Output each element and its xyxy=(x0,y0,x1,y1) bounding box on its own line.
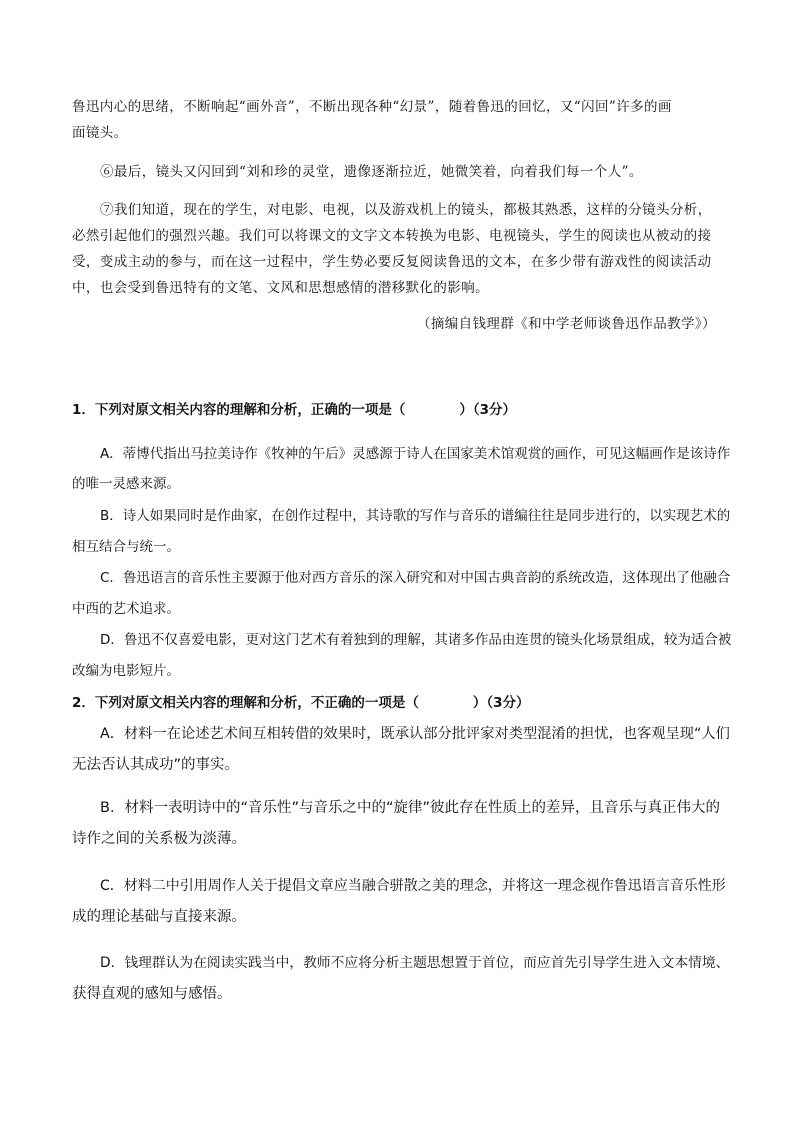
question-2-stem: 2．下列对原文相关内容的理解和分析，不正确的一项是（ ）（3分） xyxy=(72,695,530,711)
question-1-option-a-line2: 的唯一灵感来源。 xyxy=(72,476,180,492)
question-2-option-a-line2: 无法否认其成功”的事实。 xyxy=(72,757,240,773)
question-2-option-c-line1: C．材料二中引用周作人关于提倡文章应当融合骈散之美的理念，并将这一理念视作鲁迅语言音乐性形 xyxy=(100,878,726,894)
passage-p7-line4: 中，也会受到鲁迅特有的文笔、文风和思想感情的潜移默化的影响。 xyxy=(72,280,489,296)
question-1-option-b-line1: B．诗人如果同时是作曲家，在创作过程中，其诗歌的写作与音乐的谱编往往是同步进行的，以实现艺术的 xyxy=(100,508,731,524)
question-1-option-c-line1: C．鲁迅语言的音乐性主要源于他对西方音乐的深入研究和对中国古典音韵的系统改造，这体现出了他融合 xyxy=(100,570,731,586)
question-2-option-b-line2: 诗作之间的关系极为淡薄。 xyxy=(72,831,246,847)
question-2-option-d-line2: 获得直观的感知与感悟。 xyxy=(72,986,232,1002)
question-2-option-c-line2: 成的理论基础与直接来源。 xyxy=(72,909,246,925)
passage-p7-line3: 受，变成主动的参与，而在这一过程中，学生势必要反复阅读鲁迅的文本，在多少带有游戏性的阅读活动 xyxy=(72,254,712,270)
question-1-stem: 1．下列对原文相关内容的理解和分析，正确的一项是（ ）（3分） xyxy=(72,402,517,418)
question-1-option-d-line1: D．鲁迅不仅喜爱电影，更对这门艺术有着独到的理解，其诸多作品由连贯的镜头化场景组成，较为适合被 xyxy=(100,632,732,648)
passage-source: （摘编自钱理群《和中学老师谈鲁迅作品教学》） xyxy=(416,316,716,332)
question-1-option-c-line2: 中西的艺术追求。 xyxy=(72,601,180,617)
passage-p7-line1: ⑦我们知道，现在的学生，对电影、电视，以及游戏机上的镜头，都极其熟悉，这样的分镜头分析， xyxy=(100,202,712,218)
question-2-option-d-line1: D．钱理群认为在阅读实践当中，教师不应将分析主题思想置于首位，而应首先引导学生进入文本情境、 xyxy=(100,955,730,971)
passage-p6-line1: ⑥最后，镜头又闪回到“刘和珍的灵堂，遗像逐渐拉近，她微笑着，向着我们每一个人”。 xyxy=(100,164,643,180)
question-1-option-a-line1: A．蒂博代指出马拉美诗作《牧神的午后》灵感源于诗人在国家美术馆观赏的画作，可见这幅画作是该诗作 xyxy=(100,446,731,462)
question-2-option-a-line1: A．材料一在论述艺术间互相转借的效果时，既承认部分批评家对类型混淆的担忧，也客观呈现“人们 xyxy=(100,726,730,742)
passage-p5-line1: 鲁迅内心的思绪，不断响起“画外音”，不断出现各种“幻景”，随着鲁迅的回忆，又“闪回”许多的画 xyxy=(72,99,672,115)
passage-p5-line2: 面镜头。 xyxy=(72,125,128,141)
question-1-option-d-line2: 改编为电影短片。 xyxy=(72,663,180,679)
question-2-option-b-line1: B．材料一表明诗中的“音乐性”与音乐之中的“旋律”彼此存在性质上的差异，且音乐与真正伟大的 xyxy=(100,800,720,816)
passage-p7-line2: 必然引起他们的强烈兴趣。我们可以将课文的文字文本转换为电影、电视镜头，学生的阅读也从被动的接 xyxy=(72,228,712,244)
question-1-option-b-line2: 相互结合与统一。 xyxy=(72,539,180,555)
